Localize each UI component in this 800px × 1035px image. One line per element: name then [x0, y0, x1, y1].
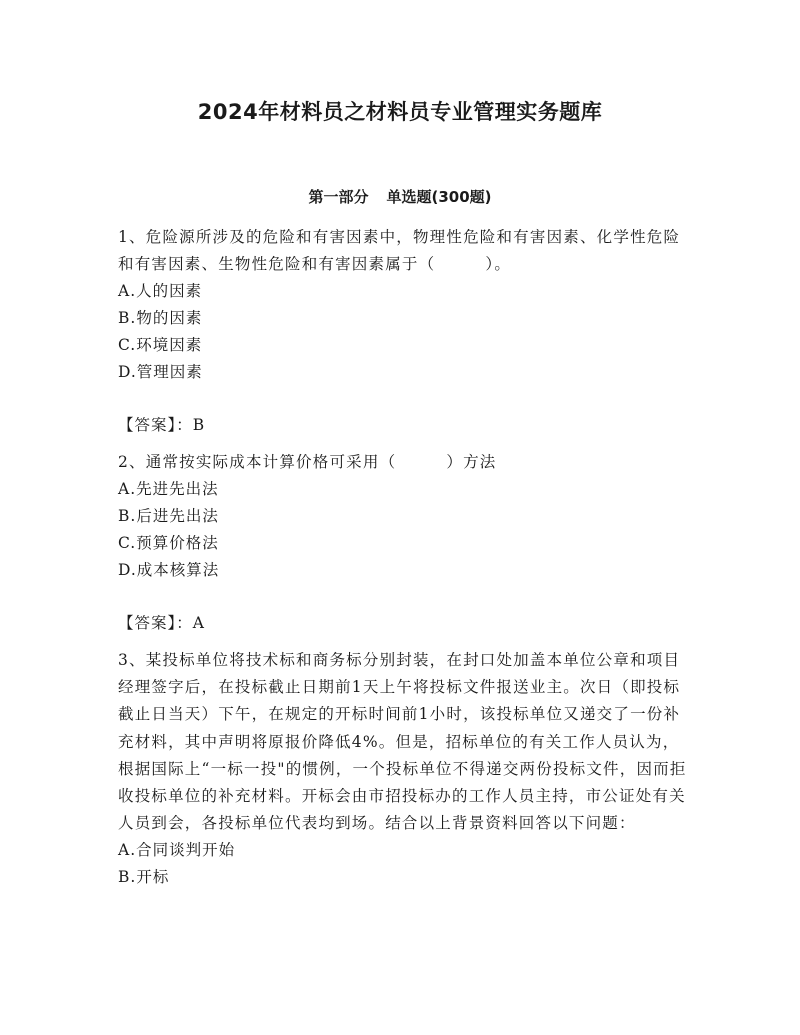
- question-2: [118, 449, 688, 637]
- answer-line: 【答案】：A: [118, 614, 205, 632]
- option-d: D.管理因素: [118, 363, 203, 381]
- option-b: B.后进先出法: [118, 507, 219, 525]
- question-stem: 2、通常按实际成本计算价格可采用（ ）方法: [118, 453, 497, 471]
- option-b: B.开标: [118, 868, 170, 887]
- question-3: [118, 647, 688, 891]
- question-stem: 1、危险源所涉及的危险和有害因素中，物理性危险和有害因素、化学性危险和有害因素、生物性危险和有害因素属于（ ）。: [118, 228, 681, 273]
- option-a: A.人的因素: [118, 282, 203, 300]
- section-heading: [0, 186, 800, 207]
- question-list: [118, 224, 688, 891]
- answer-line: 【答案】：B: [118, 416, 206, 434]
- section-name: 单选题(300题): [386, 188, 492, 206]
- option-d: D.成本核算法: [118, 561, 220, 579]
- question-stem: 3、某投标单位将技术标和商务标分别封装，在封口处加盖本单位公章和项目经理签字后，在投标截止日期前1天上午将投标文件报送业主。次日（即投标截止日当天）下午，在规定的开标时间前1小时，该投标单位又递交了一份补充材料，其中声明将原报价降低4%。但是，招标单位的有关工作人员认为，根据国际上“一标一投"的惯例，一个投标单位不得递交两份投标文件，因而拒收投标单位的补充材料。开标会由市招投标办的工作人员主持，市公证处有关人员到会，各投标单位代表均到场。结合以上背景资料回答以下问题：: [118, 651, 687, 833]
- option-a: A.先进先出法: [118, 480, 219, 498]
- option-a: A.合同谈判开始: [118, 841, 236, 860]
- option-c: C.预算价格法: [118, 534, 219, 552]
- section-part: 第一部分: [308, 188, 369, 206]
- question-1: [118, 224, 688, 439]
- option-b: B.物的因素: [118, 309, 203, 327]
- option-c: C.环境因素: [118, 336, 203, 354]
- document-title: 2024年材料员之材料员专业管理实务题库: [197, 100, 603, 124]
